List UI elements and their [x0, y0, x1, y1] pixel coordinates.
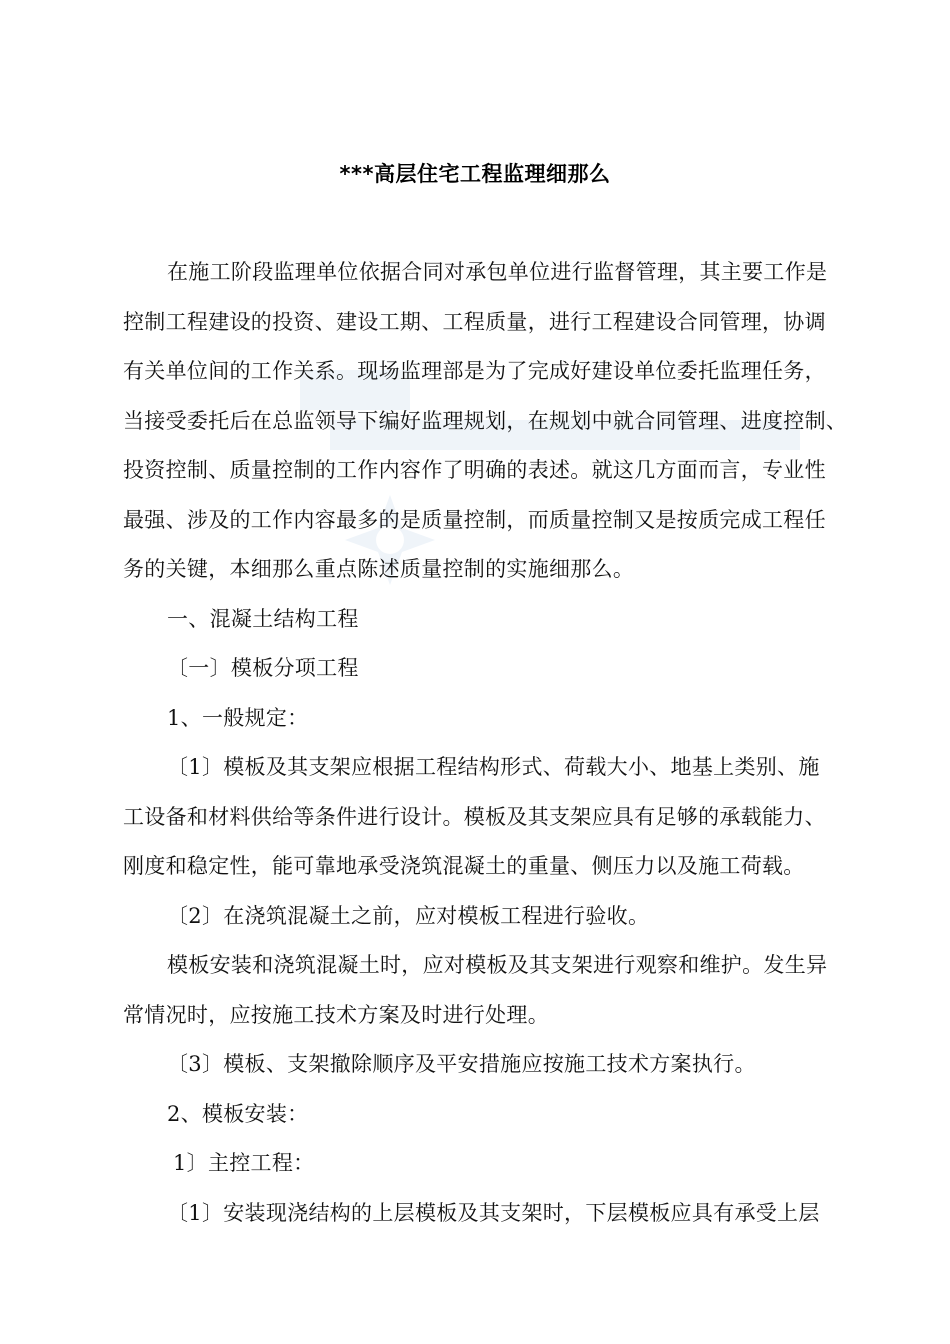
- document-body: [123, 248, 883, 1238]
- paragraph-line: 在施工阶段监理单位依据合同对承包单位进行监督管理，其主要工作是: [167, 260, 828, 284]
- rule-line: 工设备和材料供给等条件进行设计。模板及其支架应具有足够的承载能力、: [123, 804, 826, 829]
- item-heading: 2、模板安装：: [167, 1101, 309, 1126]
- rule-line: 〔1〕模板及其支架应根据工程结构形式、荷载大小、地基上类别、施: [167, 755, 820, 779]
- paragraph-line: 有关单位间的工作关系。现场监理部是为了完成好建设单位委托监理任务，: [123, 359, 826, 383]
- paragraph-line: 当接受委托后在总监领导下编好监理规划，在规划中就合同管理、进度控制、: [123, 408, 848, 433]
- sub-item-heading: 1〕主控工程：: [173, 1151, 315, 1175]
- paragraph-line: 控制工程建设的投资、建设工期、工程质量，进行工程建设合同管理，协调: [123, 309, 826, 334]
- paragraph-line: 最强、涉及的工作内容最多的是质量控制，而质量控制又是按质完成工程任: [123, 507, 826, 532]
- section-heading: 一、混凝土结构工程: [167, 606, 359, 631]
- rule-line: 模板安装和浇筑混凝土时，应对模板及其支架进行观察和维护。发生异: [167, 953, 828, 977]
- subsection-heading: 〔一〕模板分项工程: [167, 656, 359, 680]
- rule-line: 常情况时，应按施工技术方案及时进行处理。: [123, 1002, 549, 1027]
- paragraph-line: 投资控制、质量控制的工作内容作了明确的表述。就这几方面而言，专业性: [123, 458, 826, 482]
- rule-line: 〔2〕在浇筑混凝土之前，应对模板工程进行验收。: [167, 903, 650, 928]
- rule-line: 〔3〕模板、支架撤除顺序及平安措施应按施工技术方案执行。: [167, 1052, 756, 1076]
- rule-line: 〔1〕安装现浇结构的上层模板及其支架时，下层模板应具有承受上层: [167, 1200, 820, 1225]
- item-heading: 1、一般规定：: [167, 705, 309, 730]
- document-title: ***高层住宅工程监理细那么: [339, 162, 611, 186]
- rule-line: 刚度和稳定性，能可靠地承受浇筑混凝土的重量、侧压力以及施工荷载。: [123, 854, 805, 878]
- paragraph-line: 务的关键，本细那么重点陈述质量控制的实施细那么。: [123, 557, 635, 581]
